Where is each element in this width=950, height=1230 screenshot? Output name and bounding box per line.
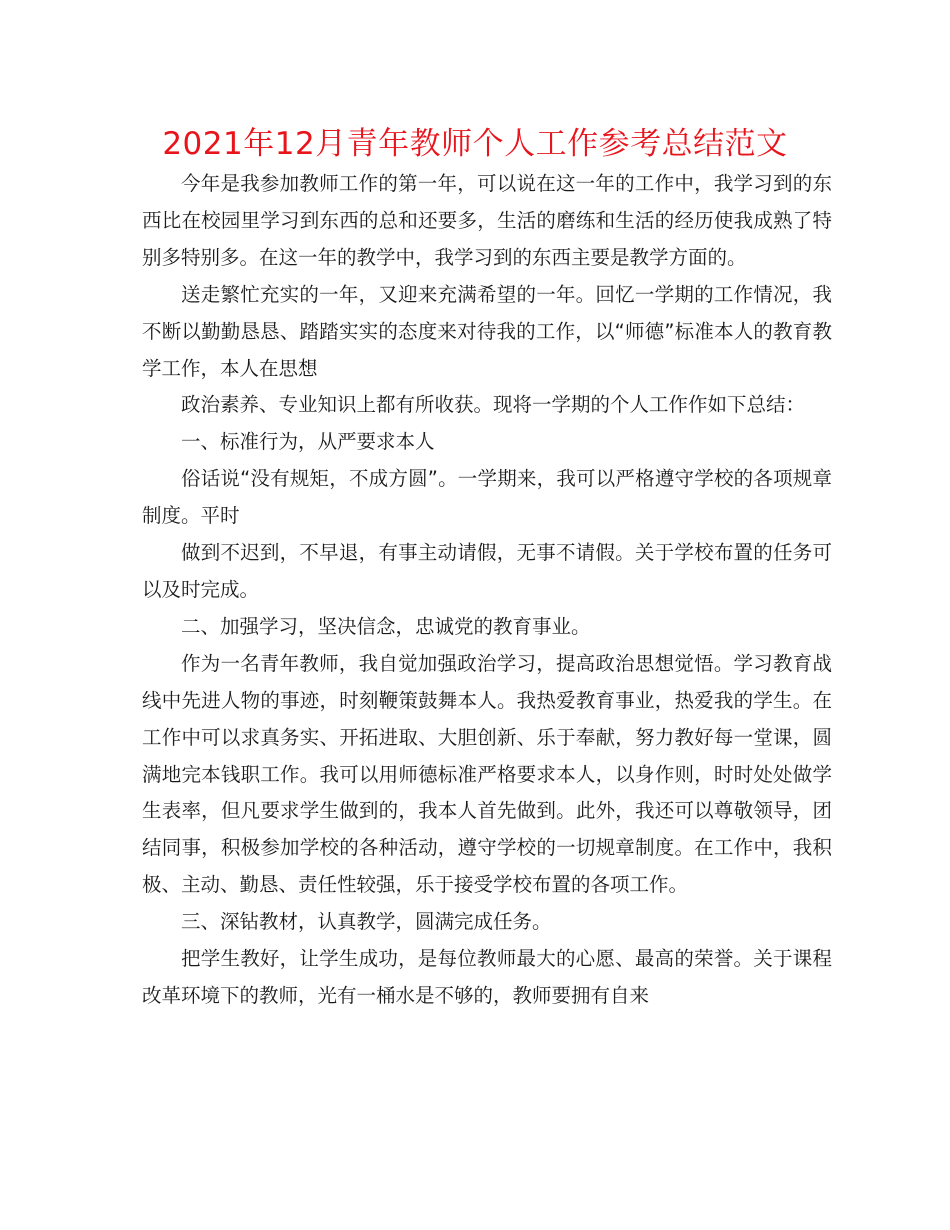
paragraph: 送走繁忙充实的一年，又迎来充满希望的一年。回忆一学期的工作情况，我不断以勤勤恳恳、踏踏实实的态度来对待我的工作，以“师德”标准本人的教育教学工作，本人在思想 (142, 282, 832, 380)
section-heading: 一、标准行为，从严要求本人 (181, 430, 435, 454)
paragraph: 今年是我参加教师工作的第一年，可以说在这一年的工作中，我学习到的东西比在校园里学习到东西的总和还要多，生活的磨练和生活的经历使我成熟了特别多特别多。在这一年的教学中，我学习到的东西主要是教学方面的。 (142, 172, 832, 269)
paragraph: 政治素养、专业知识上都有所收获。现将一学期的个人工作作如下总结： (181, 393, 806, 417)
paragraph: 俗话说“没有规矩，不成方圆”。一学期来，我可以严格遵守学校的各项规章制度。平时 (142, 467, 832, 528)
paragraph: 做到不迟到，不早退，有事主动请假，无事不请假。关于学校布置的任务可以及时完成。 (142, 541, 832, 601)
document-body (142, 166, 832, 1015)
document-title: 2021年12月青年教师个人工作参考总结范文 (162, 126, 788, 162)
paragraph: 作为一名青年教师，我自觉加强政治学习，提高政治思想觉悟。学习教育战线中先进人物的事迹，时刻鞭策鼓舞本人。我热爱教育事业，热爱我的学生。在工作中可以求真务实、开拓进取、大胆创新、乐于奉献，努力教好每一堂课，圆满地完本钱职工作。我可以用师德标准严格要求本人，以身作则，时时处处做学生表率，但凡要求学生做到的，我本人首先做到。此外，我还可以尊敬领导，团结同事，积极参加学校的各种活动，遵守学校的一切规章制度。在工作中，我积极、主动、勤恳、责任性较强，乐于接受学校布置的各项工作。 (142, 651, 832, 897)
section-heading: 二、加强学习，坚决信念，忠诚党的教育事业。 (181, 614, 591, 638)
paragraph: 把学生教好，让学生成功，是每位教师最大的心愿、最高的荣誉。关于课程改革环境下的教师，光有一桶水是不够的，教师要拥有自来 (142, 947, 832, 1007)
section-heading: 三、深钻教材，认真教学，圆满完成任务。 (181, 910, 552, 934)
